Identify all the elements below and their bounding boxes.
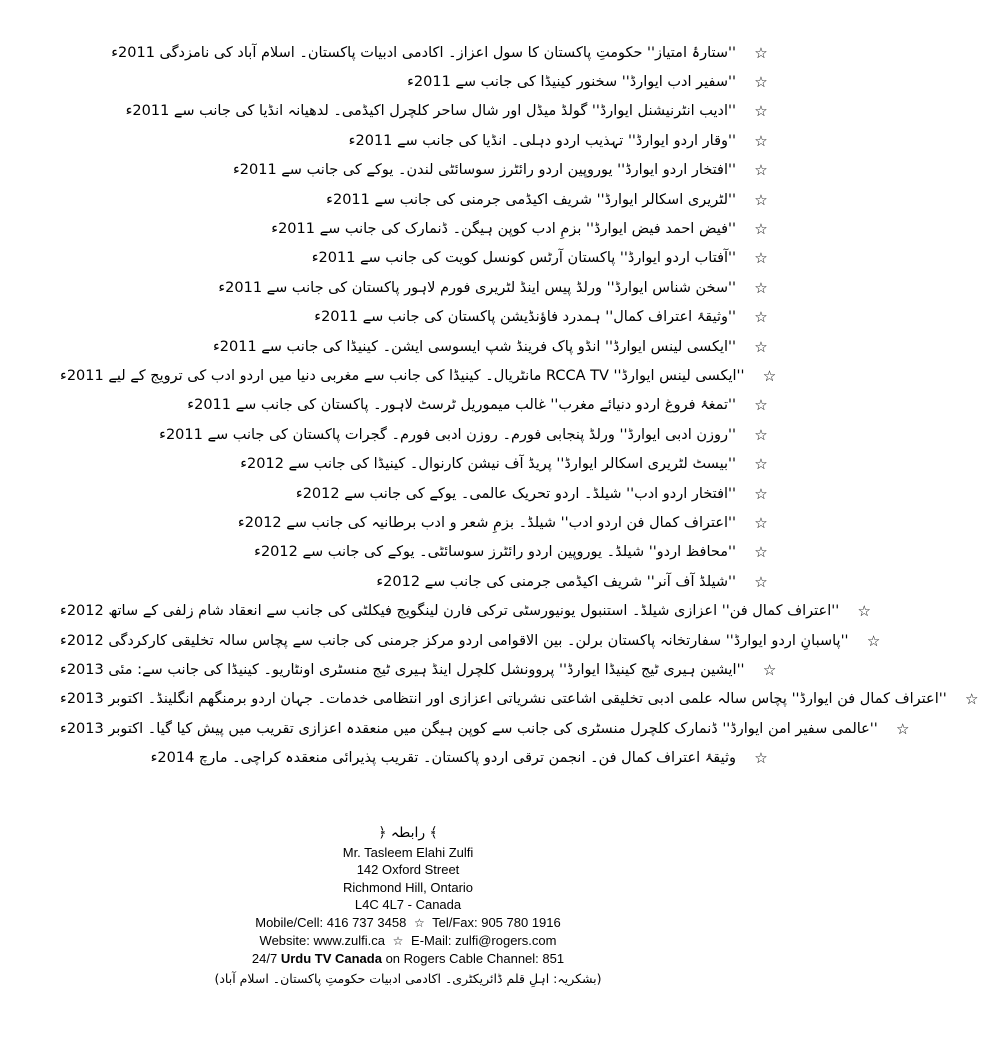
star-outline-icon: ☆	[896, 719, 910, 738]
star-outline-icon: ☆	[754, 249, 768, 268]
award-item	[60, 538, 772, 567]
star-outline-icon: ☆	[754, 308, 768, 327]
contact-postal: L4C 4L7 - Canada	[354, 897, 462, 913]
contact-heading: ﴿ رابطہ ﴾	[378, 825, 438, 841]
star-outline-icon: ☆	[762, 366, 777, 385]
star-icon: ☆	[392, 934, 404, 949]
award-item	[60, 273, 772, 302]
contact-fax: Tel/Fax: 905 780 1916	[432, 914, 561, 930]
contact-web-line	[150, 932, 666, 950]
award-text: ''بیسٹ لٹریری اسکالر ایوارڈ'' پریڈ آف نیشن کارنوال۔ کینیڈا کی جانب سے 2012ء	[240, 456, 736, 473]
star-outline-icon: ☆	[754, 190, 768, 209]
award-item	[60, 420, 772, 449]
award-item	[60, 361, 777, 390]
award-item	[60, 156, 772, 185]
award-text: ''پاسبانِ اردو ایوارڈ'' سفارتخانہ پاکستان برلن۔ بین الاقوامی اردو مرکز جرمنی کی جانب سے پچاس سالہ تخلیقی کارکردگی 2012ء	[60, 632, 849, 649]
award-item	[60, 567, 772, 596]
star-outline-icon: ☆	[754, 396, 768, 415]
contact-website: Website: www.zulfi.ca	[259, 933, 386, 949]
award-text: ''وثیقۂ اعتراف کمال'' ہمدرد فاؤنڈیشن پاکستان کی جانب سے 2011ء	[314, 309, 736, 326]
award-text: ''افتخار اردو ایوارڈ'' یوروپین اردو رائٹرز سوسائٹی لندن۔ یوکے کی جانب سے 2011ء	[232, 162, 736, 179]
star-outline-icon: ☆	[754, 102, 768, 121]
award-item	[60, 626, 881, 655]
star-outline-icon: ☆	[754, 513, 768, 532]
award-text: ''افتخار اردو ادب'' شیلڈ۔ اردو تحریک عالمی۔ یوکے کی جانب سے 2012ء	[295, 485, 736, 502]
award-text: ''اعتراف کمال فن'' اعزازی شیلڈ۔ استنبول یونیورسٹی ترکی فارن لینگویج فیکلٹی کی جانب سے انعقاد شام زلفی کے ساتھ 2012ء	[60, 603, 840, 620]
star-outline-icon: ☆	[754, 572, 768, 591]
star-outline-icon: ☆	[754, 337, 768, 356]
award-item	[60, 214, 772, 243]
star-outline-icon: ☆	[857, 602, 871, 621]
star-outline-icon: ☆	[754, 484, 768, 503]
award-item	[60, 97, 772, 126]
star-outline-icon: ☆	[754, 749, 768, 768]
contact-street: 142 Oxford Street	[356, 862, 460, 878]
award-text: ''سفیر ادب ایوارڈ'' سخنور کینیڈا کی جانب سے 2011ء	[407, 74, 736, 91]
award-item	[60, 655, 777, 684]
star-outline-icon: ☆	[754, 543, 768, 562]
source-credit: (بشکریہ: اہلِ قلم ڈائریکٹری۔ اکادمی ادبیات حکومتِ پاکستان۔ اسلام آباد)	[214, 970, 602, 986]
award-text: ''شیلڈ آف آنر'' شریف اکیڈمی جرمنی کی جانب سے 2012ء	[376, 573, 736, 590]
star-outline-icon: ☆	[866, 631, 881, 650]
award-item	[60, 508, 772, 537]
award-text: ''ستارۂ امتیاز'' حکومتِ پاکستان کا سول اعزاز۔ اکادمی ادبیات پاکستان۔ اسلام آباد کی نامزدگی 2011ء	[111, 44, 736, 61]
awards-list	[60, 38, 979, 773]
award-text: ''روزن ادبی ایوارڈ'' ورلڈ پنجابی فورم۔ روزن ادبی فورم۔ گجرات پاکستان کی جانب سے 2011ء	[159, 426, 736, 443]
award-item	[60, 391, 772, 420]
award-text: ''سخن شناس ایوارڈ'' ورلڈ پیس اینڈ لٹریری فورم لاہور پاکستان کی جانب سے 2011ء	[218, 279, 736, 296]
star-outline-icon: ☆	[754, 73, 768, 92]
award-text: ''عالمی سفیر امن ایوارڈ'' ڈنمارک کلچرل منسٹری کی جانب سے کوپن ہیگن میں منعقدہ اعزازی تقریب میں پیش کیا گیا۔ اکتوبر 2013ء	[60, 720, 878, 737]
award-text: ''ایشین ہیری ٹیج کینیڈا ایوارڈ'' پروونشل کلچرل اینڈ ہیری ٹیج منسٹری اونٹاریو۔ کینیڈا کی جانب سے: مئی 2013ء	[60, 661, 745, 678]
contact-block	[150, 822, 666, 990]
award-item	[60, 38, 772, 67]
contact-phone-line	[150, 914, 666, 932]
award-item	[60, 596, 871, 625]
award-item	[60, 332, 772, 361]
award-item	[60, 714, 910, 743]
award-item	[60, 185, 772, 214]
award-text: ''لٹریری اسکالر ایوارڈ'' شریف اکیڈمی جرمنی کی جانب سے 2011ء	[326, 191, 736, 208]
award-text: ''اعتراف کمال فن اردو ادب'' شیلڈ۔ بزمِ شعر و ادب برطانیہ کی جانب سے 2012ء	[237, 514, 736, 531]
star-outline-icon: ☆	[754, 455, 768, 474]
star-outline-icon: ☆	[754, 43, 768, 62]
star-outline-icon: ☆	[754, 425, 768, 444]
contact-tv-line	[150, 950, 666, 967]
star-outline-icon: ☆	[754, 220, 768, 239]
star-outline-icon: ☆	[762, 660, 777, 679]
award-item	[60, 743, 772, 772]
award-text: ''فیض احمد فیض ایوارڈ'' بزمِ ادب کوپن ہیگن۔ ڈنمارک کی جانب سے 2011ء	[271, 221, 736, 238]
award-text: ''وقار اردو ایوارڈ'' تہذیب اردو دہلی۔ انڈیا کی جانب سے 2011ء	[348, 132, 736, 149]
star-outline-icon: ☆	[754, 161, 768, 180]
award-item	[60, 244, 772, 273]
award-text: ''ایکسی لینس ایوارڈ'' RCCA TV مانٹریال۔ کینیڈا کی جانب سے مغربی دنیا میں اردو ادب کی ترویج کے لیے 2011ء	[60, 367, 745, 384]
contact-name: Mr. Tasleem Elahi Zulfi	[342, 845, 474, 860]
tv-channel-name: Urdu TV Canada	[280, 951, 382, 967]
award-item	[60, 479, 772, 508]
star-icon: ☆	[413, 915, 425, 930]
award-text: ''تمغۂ فروغ اردو دنیائے مغرب'' غالب میموریل ٹرسٹ لاہور۔ پاکستان کی جانب سے 2011ء	[187, 397, 736, 414]
award-text: ''اعتراف کمال فن ایوارڈ'' پچاس سالہ علمی ادبی تخلیقی اشاعتی نشریاتی اعزازی اور انتظامی خدمات۔ جہان اردو برمنگھم انگلینڈ۔ اکتوبر 2013ء	[60, 691, 947, 708]
contact-mobile: Mobile/Cell: 416 737 3458	[255, 914, 407, 930]
contact-email: E-Mail: zulfi@rogers.com	[411, 933, 557, 949]
award-text: ''ادیب انٹرنیشنل ایوارڈ'' گولڈ میڈل اور شال ساحر کلچرل اکیڈمی۔ لدھیانہ انڈیا کی جانب سے 2011ء	[125, 103, 736, 120]
award-item	[60, 126, 772, 155]
contact-city: Richmond Hill, Ontario	[342, 879, 474, 895]
tv-hours: 24/7	[251, 951, 278, 967]
star-outline-icon: ☆	[754, 278, 768, 297]
star-outline-icon: ☆	[964, 690, 979, 709]
award-text: ''محافظ اردو'' شیلڈ۔ یوروپین اردو رائٹرز سوسائٹی۔ یوکے کی جانب سے 2012ء	[254, 544, 736, 561]
award-text: ''ایکسی لینس ایوارڈ'' انڈو پاک فرینڈ شپ ایسوسی ایشن۔ کینیڈا کی جانب سے 2011ء	[212, 338, 736, 355]
tv-channel-info: on Rogers Cable Channel: 851	[385, 951, 565, 967]
star-outline-icon: ☆	[754, 131, 768, 150]
award-text: وثیقۂ اعتراف کمال فن۔ انجمن ترقی اردو پاکستان۔ تقریب پذیرائی منعقدہ کراچی۔ مارچ 2014ء	[150, 750, 736, 767]
award-item	[60, 449, 772, 478]
award-item	[60, 67, 772, 96]
award-text: ''آفتاب اردو ایوارڈ'' پاکستان آرٹس کونسل کویت کی جانب سے 2011ء	[311, 250, 736, 267]
award-item	[60, 303, 772, 332]
award-item	[60, 685, 979, 714]
